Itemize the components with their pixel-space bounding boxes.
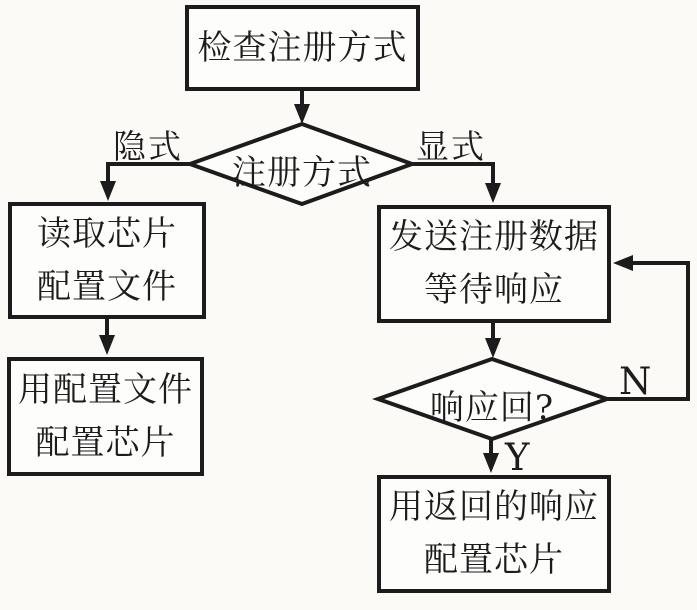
arrowhead-down-icon — [99, 335, 115, 355]
edge-label-no: N — [619, 360, 652, 403]
node-configure-with-response-line1: 用返回的响应 — [389, 487, 599, 527]
node-read-chip-config — [8, 202, 206, 319]
node-send-registration-data-line1: 发送注册数据 — [389, 217, 599, 257]
arrowhead-down-icon — [485, 183, 501, 203]
node-send-registration-data-line2: 等待响应 — [424, 270, 564, 310]
arrowhead-left-icon — [613, 255, 633, 271]
node-check-registration-label: 检查注册方式 — [197, 27, 408, 68]
edge-label-yes: Y — [505, 436, 530, 479]
node-read-chip-config-line2: 配置文件 — [37, 266, 177, 307]
node-check-registration — [185, 5, 420, 91]
node-configure-with-file-line1: 用配置文件 — [18, 369, 193, 410]
arrowhead-down-icon — [100, 181, 116, 201]
arrowhead-down-icon — [485, 338, 501, 358]
edge-label-implicit: 隐式 — [113, 127, 183, 166]
decision-response-returned-label: 响应回? — [429, 388, 555, 428]
node-configure-with-file-line2: 配置芯片 — [35, 422, 176, 463]
node-configure-with-file — [7, 357, 204, 476]
decision-registration-mode-label: 注册方式 — [232, 153, 372, 193]
node-configure-with-response — [377, 475, 611, 593]
arrowhead-down-icon — [483, 453, 499, 473]
node-send-registration-data — [377, 205, 611, 323]
node-configure-with-response-line2: 配置芯片 — [424, 540, 564, 580]
edge-label-explicit: 显式 — [416, 127, 486, 166]
arrowhead-down-icon — [294, 104, 310, 124]
node-read-chip-config-line1: 读取芯片 — [37, 213, 177, 254]
